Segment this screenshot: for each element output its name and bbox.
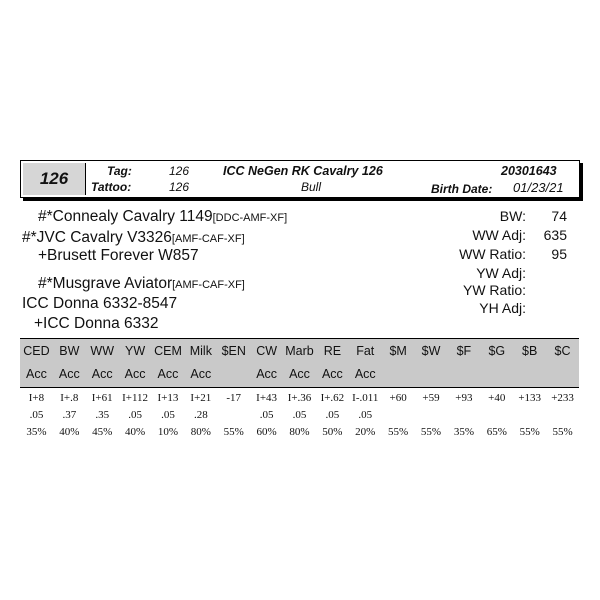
tag-label: Tag: xyxy=(107,164,132,178)
epd-pct-cell: 40% xyxy=(124,426,146,438)
epd-values-cell: I+.36 xyxy=(287,392,312,404)
epd-acc-cell: .35 xyxy=(95,409,110,421)
epd-acc-cell: .05 xyxy=(292,409,307,421)
epd-values-cell: I+112 xyxy=(122,392,149,404)
epd-values-cell: -17 xyxy=(226,392,242,404)
epd-values-cell: I+13 xyxy=(157,392,179,404)
epd-values-cell: I+21 xyxy=(190,392,212,404)
epd-trait-header: Fat xyxy=(356,344,375,358)
epd-pct-cell: 55% xyxy=(223,426,244,438)
tag-value: 126 xyxy=(169,164,190,178)
stat-label: BW: xyxy=(499,208,526,224)
birth-date: 01/23/21 xyxy=(513,180,564,195)
epd-trait-header: Marb xyxy=(285,344,314,358)
epd-acc-cell: .05 xyxy=(128,409,142,421)
epd-acc-header: Acc xyxy=(354,367,376,381)
epd-trait-header: WW xyxy=(90,344,114,358)
epd-trait-header: $B xyxy=(522,344,538,358)
stat-value: 95 xyxy=(551,246,567,262)
epd-trait-header: BW xyxy=(59,344,80,358)
epd-acc-cell: .05 xyxy=(161,409,175,421)
epd-trait-header: $F xyxy=(456,344,472,358)
epd-pct-cell: 55% xyxy=(388,426,409,438)
epd-pct-cell: 10% xyxy=(157,426,179,438)
epd-pct-cell: 55% xyxy=(552,426,573,438)
epd-values-cell: I+8 xyxy=(28,392,45,404)
epd-values-cell: +59 xyxy=(422,392,440,404)
epd-values-cell: I+43 xyxy=(256,392,278,404)
epd-values-cell: +93 xyxy=(455,392,473,404)
pedigree-dam-sire: #*Musgrave Aviator[AMF-CAF-XF] xyxy=(38,275,245,292)
epd-acc-header: Acc xyxy=(256,367,278,381)
epd-values-cell: I+.8 xyxy=(60,392,79,404)
stat-value: 74 xyxy=(551,208,567,224)
stat-label: WW Adj: xyxy=(472,227,526,243)
pedigree-sire-dam: +Brusett Forever W857 xyxy=(38,247,199,264)
epd-acc-header: Acc xyxy=(26,367,47,381)
epd-acc-header: Acc xyxy=(91,367,113,381)
epd-trait-header: $W xyxy=(421,344,441,358)
epd-pct-cell: 35% xyxy=(453,426,474,438)
epd-trait-header: CED xyxy=(23,344,50,358)
lot-number: 126 xyxy=(23,163,86,195)
stat-label: YW Adj: xyxy=(476,265,526,281)
epd-values-cell: I+.62 xyxy=(320,392,345,404)
birth-date-label: Birth Date: xyxy=(431,182,493,196)
epd-pct-cell: 65% xyxy=(486,426,507,438)
epd-pct-cell: 55% xyxy=(519,426,540,438)
epd-acc-header: Acc xyxy=(124,367,146,381)
registration-number: 20301643 xyxy=(501,164,557,178)
epd-pct-cell: 20% xyxy=(355,426,376,438)
lot-header xyxy=(20,160,580,198)
tattoo-value: 126 xyxy=(169,180,190,194)
epd-trait-header: $M xyxy=(389,344,407,358)
epd-acc-header: Acc xyxy=(321,367,343,381)
epd-acc-header: Acc xyxy=(58,367,80,381)
epd-values-cell: +40 xyxy=(488,392,506,404)
epd-pct-cell: 60% xyxy=(256,426,277,438)
epd-pct-cell: 80% xyxy=(190,426,211,438)
stat-value: 635 xyxy=(543,227,567,243)
stat-label: WW Ratio: xyxy=(459,246,526,262)
pedigree-dam: ICC Donna 6332-8547 xyxy=(22,295,178,312)
animal-sex: Bull xyxy=(301,180,322,194)
pedigree-dam-dam: +ICC Donna 6332 xyxy=(34,315,159,332)
epd-trait-header: $G xyxy=(488,344,506,358)
epd-pct-cell: 80% xyxy=(289,426,310,438)
epd-pct-cell: 50% xyxy=(322,426,343,438)
pedigree-sire: #*JVC Cavalry V3326[AMF-CAF-XF] xyxy=(22,229,245,246)
epd-values-cell: +60 xyxy=(389,392,407,404)
epd-trait-header: RE xyxy=(323,344,342,358)
epd-pct-cell: 55% xyxy=(420,426,442,438)
epd-acc-header: Acc xyxy=(157,367,179,381)
epd-acc-cell: .28 xyxy=(193,409,208,421)
epd-acc-header: Acc xyxy=(289,367,310,381)
epd-trait-header: CEM xyxy=(154,344,182,358)
epd-values-cell: +133 xyxy=(518,392,542,404)
stat-label: YW Ratio: xyxy=(462,282,526,298)
epd-values-cell: I-.011 xyxy=(352,392,379,404)
epd-trait-header: Milk xyxy=(189,344,212,358)
epd-trait-header: YW xyxy=(125,344,146,358)
epd-pct-cell: 40% xyxy=(59,426,80,438)
epd-acc-cell: .37 xyxy=(62,409,77,421)
epd-pct-cell: 45% xyxy=(92,426,113,438)
tattoo-label: Tattoo: xyxy=(91,180,132,194)
epd-acc-cell: .05 xyxy=(358,409,373,421)
epd-acc-cell: .05 xyxy=(325,409,340,421)
epd-acc-header: Acc xyxy=(190,367,212,381)
animal-name: ICC NeGen RK Cavalry 126 xyxy=(223,164,383,178)
epd-values-cell: I+61 xyxy=(91,392,113,404)
epd-trait-header: $EN xyxy=(221,344,246,358)
epd-trait-header: $C xyxy=(554,344,571,358)
pedigree-sire-sire: #*Connealy Cavalry 1149[DDC-AMF-XF] xyxy=(38,208,288,225)
epd-header-band xyxy=(20,338,579,388)
stat-label: YH Adj: xyxy=(479,300,526,316)
epd-acc-cell: .05 xyxy=(259,409,274,421)
epd-pct-cell: 35% xyxy=(26,426,47,438)
epd-values-cell: +233 xyxy=(551,392,574,404)
epd-acc-cell: .05 xyxy=(29,409,44,421)
epd-trait-header: CW xyxy=(256,344,278,358)
lot-card xyxy=(20,160,580,440)
